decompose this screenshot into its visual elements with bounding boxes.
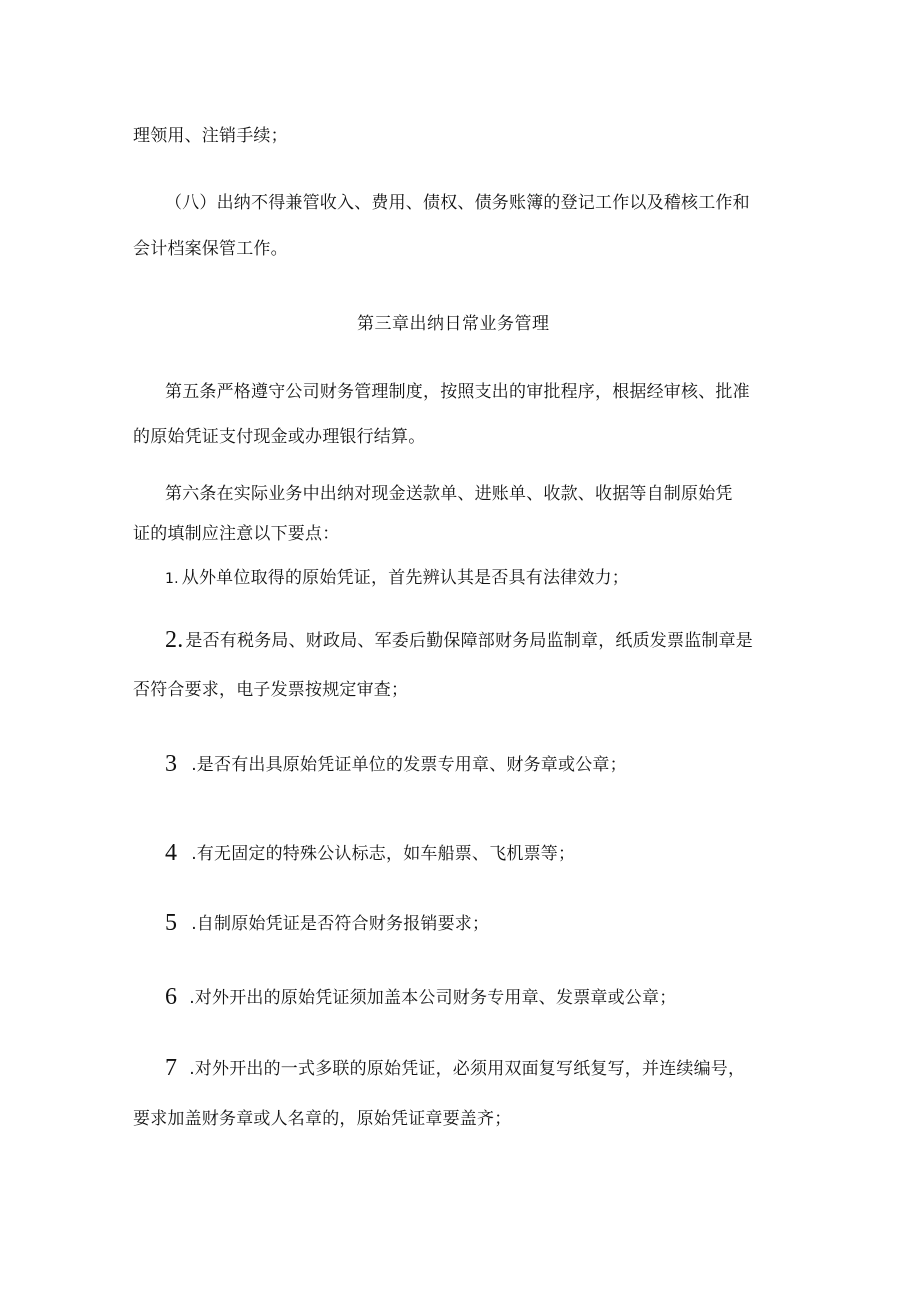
list-item	[165, 985, 676, 1010]
list-item-text: 从外单位取得的原始凭证，首先辨认其是否具有法律效力；	[181, 568, 629, 588]
list-item-number: 7	[165, 1055, 178, 1081]
list-item-continuation: 要求加盖财务章或人名章的，原始凭证章要盖齐；	[133, 1109, 512, 1129]
list-item-text: .自制原始凭证是否符合财务报销要求；	[191, 914, 490, 934]
list-item-text: .对外开出的一式多联的原始凭证，必须用双面复写纸复写，并连续编号，	[189, 1059, 746, 1079]
list-item-text: .是否有出具原始凭证单位的发票专用章、财务章或公章；	[191, 755, 627, 775]
article-5-line-2: 的原始凭证支付现金或办理银行结算。	[133, 427, 426, 447]
list-item	[165, 841, 575, 866]
list-item	[165, 1056, 745, 1081]
list-item-number: 5	[165, 910, 178, 936]
list-item	[165, 566, 629, 591]
list-item-number: 1.	[165, 571, 179, 587]
chapter-title: 第三章出纳日常业务管理	[357, 314, 550, 334]
article-6-line-2: 证的填制应注意以下要点：	[133, 524, 340, 544]
list-item	[165, 911, 489, 936]
article-6-line-1: 第六条在实际业务中出纳对现金送款单、进账单、收款、收据等自制原始凭	[165, 484, 733, 504]
list-item-text: .有无固定的特殊公认标志，如车船票、飞机票等；	[191, 844, 576, 864]
list-item-number: 2.	[165, 627, 184, 653]
list-item-number: 3	[165, 751, 178, 777]
list-item-text: .对外开出的原始凭证须加盖本公司财务专用章、发票章或公章；	[189, 988, 677, 1008]
clause-8-line-1: （八）出纳不得兼管收入、费用、债权、债务账簿的登记工作以及稽核工作和	[165, 193, 750, 213]
list-item	[165, 752, 627, 777]
list-item-continuation: 否符合要求，电子发票按规定审查；	[133, 680, 409, 700]
fragment-line: 理领用、注销手续；	[133, 126, 288, 146]
list-item-text: 是否有税务局、财政局、军委后勤保障部财务局监制章，纸质发票监制章是	[185, 631, 754, 651]
article-5-line-1: 第五条严格遵守公司财务管理制度，按照支出的审批程序，根据经审核、批准	[165, 382, 750, 402]
list-item	[165, 628, 753, 653]
list-item-number: 4	[165, 840, 178, 866]
clause-8-line-2: 会计档案保管工作。	[133, 239, 288, 259]
list-item-number: 6	[165, 984, 178, 1010]
